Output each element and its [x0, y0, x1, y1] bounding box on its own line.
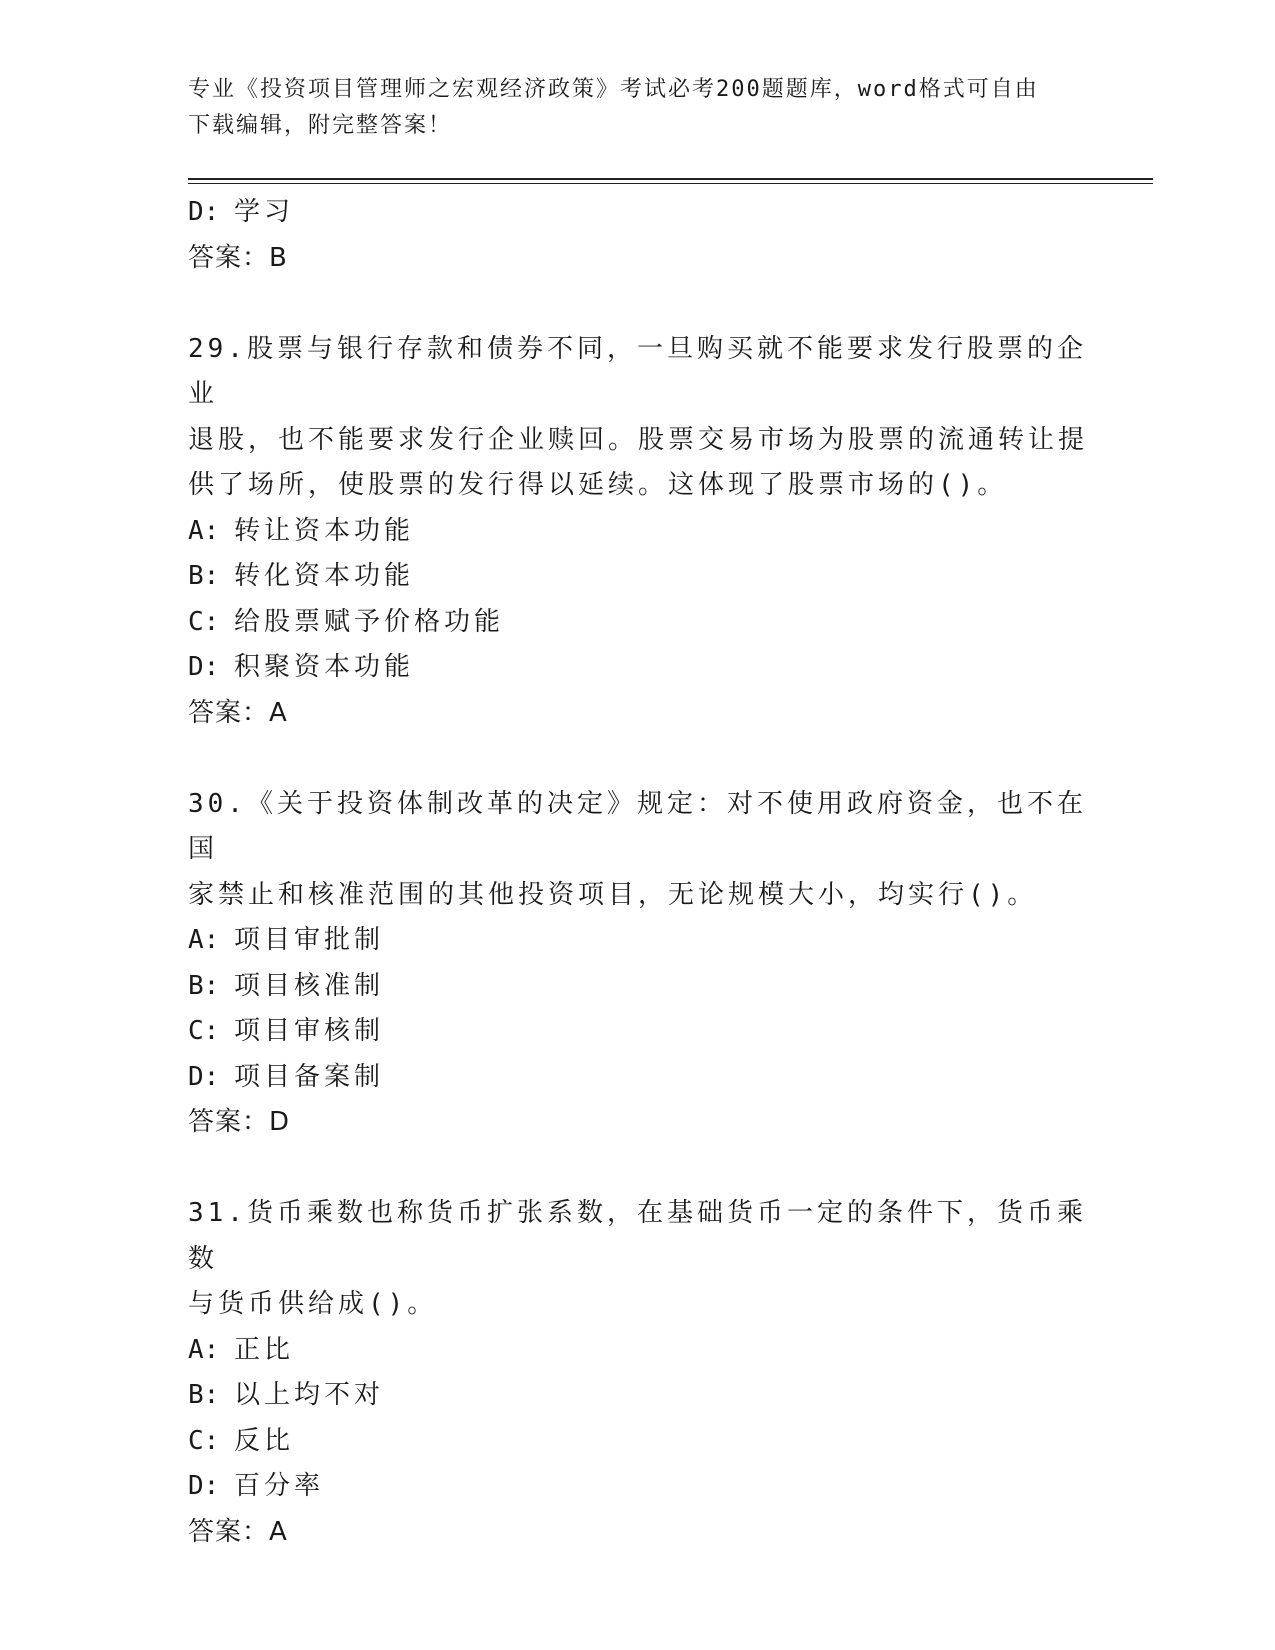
option-text: 项目核准制	[234, 970, 385, 1001]
question-line: 退股，也不能要求发行企业赎回。股票交易市场为股票的流通转让提	[188, 424, 1089, 455]
option-row	[188, 1419, 1088, 1465]
option-label: B:	[188, 561, 220, 591]
header-line-1: 专业《投资项目管理师之宏观经济政策》考试必考200题题库，word格式可自由	[188, 77, 1039, 102]
option-row	[188, 509, 1088, 555]
question-line: 31.货币乘数也称货币扩张系数，在基础货币一定的条件下，货币乘数	[188, 1198, 1087, 1274]
option-text: 给股票赋予价格功能	[234, 606, 505, 637]
option-label: D:	[188, 652, 220, 682]
question-block	[188, 327, 1088, 737]
answer-line: 答案：D	[188, 1107, 291, 1137]
option-label: B:	[188, 970, 220, 1001]
question-line: 与货币供给成()。	[188, 1289, 438, 1319]
option-label: A:	[188, 1334, 220, 1365]
option-text: 转化资本功能	[234, 561, 415, 591]
option-row	[188, 1328, 1088, 1374]
header-divider	[188, 178, 1153, 184]
answer-line: 答案：A	[188, 1516, 288, 1547]
option-text: 学习	[234, 197, 295, 227]
page-header	[188, 72, 1088, 144]
option-label: A:	[188, 925, 220, 955]
option-text: 反比	[234, 1425, 295, 1456]
answer-line: 答案：A	[188, 697, 288, 728]
question-line: 家禁止和核准范围的其他投资项目，无论规模大小，均实行()。	[188, 879, 1038, 910]
option-row	[188, 1464, 1088, 1510]
question-line: 29.股票与银行存款和债券不同，一旦购买就不能要求发行股票的企业	[188, 333, 1087, 409]
option-row	[188, 645, 1088, 691]
option-text: 项目审核制	[234, 1016, 385, 1046]
option-text: 以上均不对	[234, 1380, 385, 1410]
option-label: B:	[188, 1380, 220, 1410]
option-text: 百分率	[234, 1471, 325, 1501]
question-block	[188, 782, 1088, 1146]
answer-line: 答案：B	[188, 242, 288, 273]
option-label: D:	[188, 197, 220, 227]
option-label: C:	[188, 1425, 220, 1456]
option-text: 项目审批制	[234, 925, 385, 955]
option-row	[188, 600, 1088, 646]
question-list	[188, 190, 1088, 1555]
option-row	[188, 964, 1088, 1010]
option-row	[188, 554, 1088, 600]
option-row	[188, 1009, 1088, 1055]
option-text: 正比	[234, 1334, 295, 1365]
option-row	[188, 1055, 1088, 1101]
option-row	[188, 918, 1088, 964]
option-text: 积聚资本功能	[234, 652, 415, 682]
question-line: 供了场所，使股票的发行得以延续。这体现了股票市场的()。	[188, 470, 1008, 500]
option-label: A:	[188, 515, 220, 546]
option-label: D:	[188, 1061, 220, 1092]
question-line: 30.《关于投资体制改革的决定》规定：对不使用政府资金，也不在国	[188, 788, 1087, 864]
option-row	[188, 1373, 1088, 1419]
option-row	[188, 190, 1088, 236]
option-label: C:	[188, 606, 220, 637]
header-line-2: 下载编辑，附完整答案！	[188, 113, 453, 138]
option-label: C:	[188, 1016, 220, 1046]
option-text: 项目备案制	[234, 1061, 385, 1092]
option-text: 转让资本功能	[234, 515, 415, 546]
question-block	[188, 1191, 1088, 1555]
option-label: D:	[188, 1471, 220, 1501]
